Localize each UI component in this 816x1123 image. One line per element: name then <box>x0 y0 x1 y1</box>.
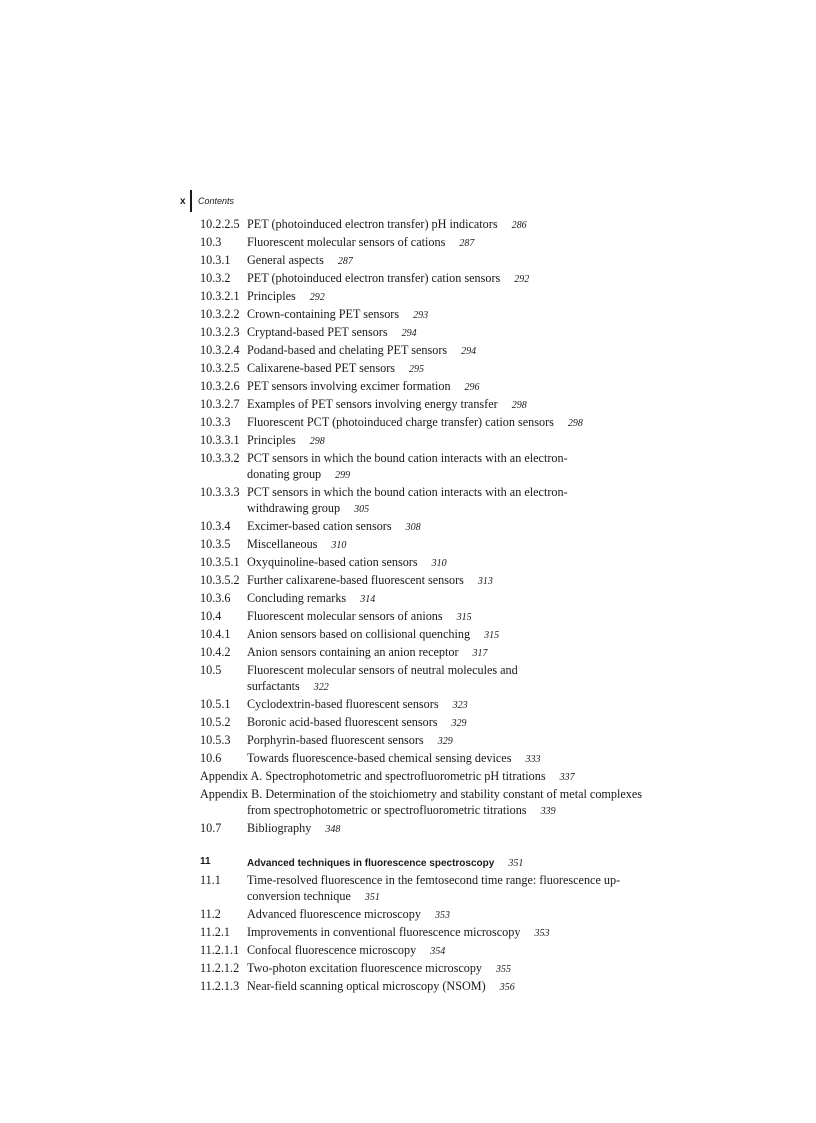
toc-entry <box>200 396 650 414</box>
toc-entry-page: 296 <box>464 382 480 393</box>
toc-entry-page: 329 <box>451 718 467 729</box>
toc-entry-number: 11.2.1.3 <box>200 979 240 993</box>
toc-entry-number: 11.2 <box>200 907 221 921</box>
toc-entry <box>200 572 650 590</box>
toc-entry-title: Miscellaneous <box>247 537 318 551</box>
toc-entry-title: General aspects <box>247 253 324 267</box>
toc-entry-page: 292 <box>514 274 530 285</box>
toc-entry-page: 298 <box>567 418 583 429</box>
toc-entry-title: PCT sensors in which the bound cation interacts with an electron-donating group <box>247 451 568 481</box>
toc-bibliography-entry <box>200 820 650 838</box>
toc-entry <box>200 484 610 518</box>
toc-entry <box>200 414 650 432</box>
toc-entry-page: 354 <box>430 946 446 957</box>
toc-entry-title: Anion sensors based on collisional quenching <box>247 627 471 641</box>
toc-entry-number: 11.2.1 <box>200 925 231 939</box>
toc-entry-title: Calixarene-based PET sensors <box>247 361 396 375</box>
toc-entry-title: PET sensors involving excimer formation <box>247 379 451 393</box>
toc-entry-page: 351 <box>508 858 524 869</box>
toc-entry-title: Fluorescent molecular sensors of cations <box>247 235 446 249</box>
toc-entry-page: 333 <box>525 754 541 765</box>
toc-entry-number: 10.3 <box>200 235 222 249</box>
toc-entry-number: 10.3.1 <box>200 253 231 267</box>
toc-entry-title: Confocal fluorescence microscopy <box>247 943 417 957</box>
toc-entry-page: 351 <box>364 892 380 903</box>
running-head-rule <box>190 190 192 212</box>
toc-entry-title: Boronic acid-based fluorescent sensors <box>247 715 438 729</box>
toc-entry-page: 356 <box>499 982 515 993</box>
toc-entry-page: 308 <box>405 522 421 533</box>
toc-entry-number: 10.3.2.4 <box>200 343 240 357</box>
toc-entry-title: Further calixarene-based fluorescent sensors <box>247 573 464 587</box>
chapter-title: Advanced techniques in fluorescence spectroscopy <box>247 858 495 869</box>
page-folio: x <box>180 195 186 207</box>
toc-entry-title: Cryptand-based PET sensors <box>247 325 388 339</box>
toc-entry-number: 10.3.3.3 <box>200 485 240 499</box>
toc-entry-number: 10.3.2 <box>200 271 231 285</box>
toc-entry-title: Podand-based and chelating PET sensors <box>247 343 448 357</box>
toc-entry-title: Advanced fluorescence microscopy <box>247 907 421 921</box>
toc-entry-page: 353 <box>534 928 550 939</box>
toc-entry <box>200 518 650 536</box>
toc-entry-number: 10.3.2.7 <box>200 397 240 411</box>
toc-entry <box>200 872 640 906</box>
toc-entry <box>200 906 650 924</box>
toc-entry-page: 294 <box>461 346 477 357</box>
toc-entry-number: 10.3.5 <box>200 537 231 551</box>
toc-entry-page: 315 <box>456 612 472 623</box>
toc-entry-number: 10.3.3 <box>200 415 231 429</box>
toc-entry-page: 348 <box>325 824 341 835</box>
toc-entry-page: 295 <box>409 364 425 375</box>
toc-entry <box>200 924 650 942</box>
toc-entry-page: 314 <box>360 594 376 605</box>
toc-entry-number: 10.3.4 <box>200 519 231 533</box>
toc-entry-number: 10.3.2.3 <box>200 325 240 339</box>
toc-entry-page: 317 <box>472 648 488 659</box>
toc-entry-title: Time-resolved fluorescence in the femtosecond time range: fluorescence up-conversion technique <box>247 873 621 903</box>
toc-entry-page: 294 <box>401 328 417 339</box>
toc-entry <box>200 234 650 252</box>
toc-entry-title: Improvements in conventional fluorescence microscopy <box>247 925 521 939</box>
toc-entry-page: 305 <box>354 504 370 515</box>
toc-entry-number: 11.1 <box>200 873 221 887</box>
running-head-title: Contents <box>198 196 235 206</box>
toc-entry-number: 10.5.3 <box>200 733 231 747</box>
toc-entry <box>200 432 650 450</box>
toc-entry-title: Fluorescent PCT (photoinduced charge transfer) cation sensors <box>247 415 554 429</box>
toc-entry-number: 11.2.1.1 <box>200 943 240 957</box>
toc-entry-page: 355 <box>496 964 512 975</box>
toc-entry-page: 286 <box>511 220 527 231</box>
toc-entry-page: 329 <box>437 736 453 747</box>
toc-entry <box>200 378 650 396</box>
toc-entry-title: Excimer-based cation sensors <box>247 519 392 533</box>
toc-entry-title: Principles <box>247 433 296 447</box>
toc-entry-page: 298 <box>309 436 325 447</box>
toc-entry-page: 313 <box>477 576 493 587</box>
toc-entry <box>200 626 650 644</box>
toc-entry <box>200 288 650 306</box>
toc-entry-title: Towards fluorescence-based chemical sensing devices <box>247 751 512 765</box>
toc-entry-page: 293 <box>413 310 429 321</box>
toc-entry-number: 10.5 <box>200 663 222 677</box>
toc-entry <box>200 554 650 572</box>
toc-entry <box>200 324 650 342</box>
toc-entry-title: PCT sensors in which the bound cation interacts with an electron-withdrawing group <box>247 485 568 515</box>
toc-entry <box>200 536 650 554</box>
running-head <box>180 190 234 212</box>
toc-entry-title: Bibliography <box>247 821 312 835</box>
toc-entry <box>200 644 650 662</box>
toc-entry-page: 287 <box>337 256 353 267</box>
toc-entry <box>200 960 650 978</box>
toc-entry-page: 322 <box>313 682 329 693</box>
toc-appendix-entry <box>200 768 650 786</box>
toc-entry-number: 10.7 <box>200 821 222 835</box>
toc-entry-page: 315 <box>484 630 500 641</box>
toc-entry-number: 10.4 <box>200 609 222 623</box>
toc-entry-title: Porphyrin-based fluorescent sensors <box>247 733 424 747</box>
toc-entry-title: Oxyquinoline-based cation sensors <box>247 555 418 569</box>
toc-entry-page: 298 <box>511 400 527 411</box>
toc-entry <box>200 216 650 234</box>
toc-appendix-title: Appendix B. Determination of the stoichiometry and stability constant of metal complexes from spectrophotometric or spectrofluorometric titrations <box>200 787 643 817</box>
toc-entry-number: 10.4.1 <box>200 627 231 641</box>
toc-entry-number: 10.4.2 <box>200 645 231 659</box>
toc-chapter-heading <box>200 854 650 872</box>
toc-appendix-entry <box>200 786 657 820</box>
toc-entry-page: 299 <box>335 470 351 481</box>
toc-entry-number: 10.2.2.5 <box>200 217 240 231</box>
toc-entry <box>200 270 650 288</box>
toc-entry-number: 10.3.5.1 <box>200 555 240 569</box>
toc-entry-number: 10.3.5.2 <box>200 573 240 587</box>
chapter-number: 11 <box>200 856 211 867</box>
toc-entry-page: 287 <box>459 238 475 249</box>
toc-entry-page: 323 <box>452 700 468 711</box>
toc-entry <box>200 450 610 484</box>
toc-entry <box>200 608 650 626</box>
toc-entry-title: Fluorescent molecular sensors of neutral molecules and surfactants <box>247 663 518 693</box>
toc-entry-number: 11.2.1.2 <box>200 961 240 975</box>
toc-entry-page: 353 <box>434 910 450 921</box>
toc-entry-page: 292 <box>309 292 325 303</box>
toc-entry <box>200 942 650 960</box>
toc-entry-number: 10.3.6 <box>200 591 231 605</box>
toc-entry-title: Cyclodextrin-based fluorescent sensors <box>247 697 439 711</box>
toc-entry-page: 337 <box>559 772 575 783</box>
toc-entry-title: Fluorescent molecular sensors of anions <box>247 609 443 623</box>
toc-entry <box>200 252 650 270</box>
toc-entry <box>200 732 650 750</box>
toc-entry <box>200 590 650 608</box>
toc-entry <box>200 360 650 378</box>
toc-entry-number: 10.3.2.5 <box>200 361 240 375</box>
toc-entry-number: 10.5.1 <box>200 697 231 711</box>
toc-entry-number: 10.6 <box>200 751 222 765</box>
toc-entry <box>200 662 560 696</box>
toc-entry-title: Crown-containing PET sensors <box>247 307 400 321</box>
toc-entry <box>200 306 650 324</box>
toc-entry-number: 10.3.2.1 <box>200 289 240 303</box>
toc-entry <box>200 342 650 360</box>
toc-entry-number: 10.3.3.1 <box>200 433 240 447</box>
toc-entry <box>200 750 650 768</box>
toc-entry-page: 310 <box>331 540 347 551</box>
toc-entry-title: PET (photoinduced electron transfer) cation sensors <box>247 271 501 285</box>
toc-entry-title: Principles <box>247 289 296 303</box>
table-of-contents <box>200 216 650 996</box>
toc-entry-number: 10.5.2 <box>200 715 231 729</box>
toc-entry-title: Examples of PET sensors involving energy transfer <box>247 397 498 411</box>
toc-entry <box>200 978 650 996</box>
toc-entry-page: 339 <box>540 806 556 817</box>
toc-entry <box>200 714 650 732</box>
toc-entry-title: Near-field scanning optical microscopy (NSOM) <box>247 979 486 993</box>
toc-appendix-title: Appendix A. Spectrophotometric and spectrofluorometric pH titrations <box>200 769 546 783</box>
toc-entry-title: PET (photoinduced electron transfer) pH indicators <box>247 217 498 231</box>
toc-entry <box>200 696 650 714</box>
toc-entry-title: Concluding remarks <box>247 591 347 605</box>
toc-entry-title: Two-photon excitation fluorescence microscopy <box>247 961 483 975</box>
toc-entry-title: Anion sensors containing an anion receptor <box>247 645 459 659</box>
toc-entry-number: 10.3.3.2 <box>200 451 240 465</box>
toc-entry-number: 10.3.2.6 <box>200 379 240 393</box>
toc-entry-page: 310 <box>431 558 447 569</box>
toc-entry-number: 10.3.2.2 <box>200 307 240 321</box>
